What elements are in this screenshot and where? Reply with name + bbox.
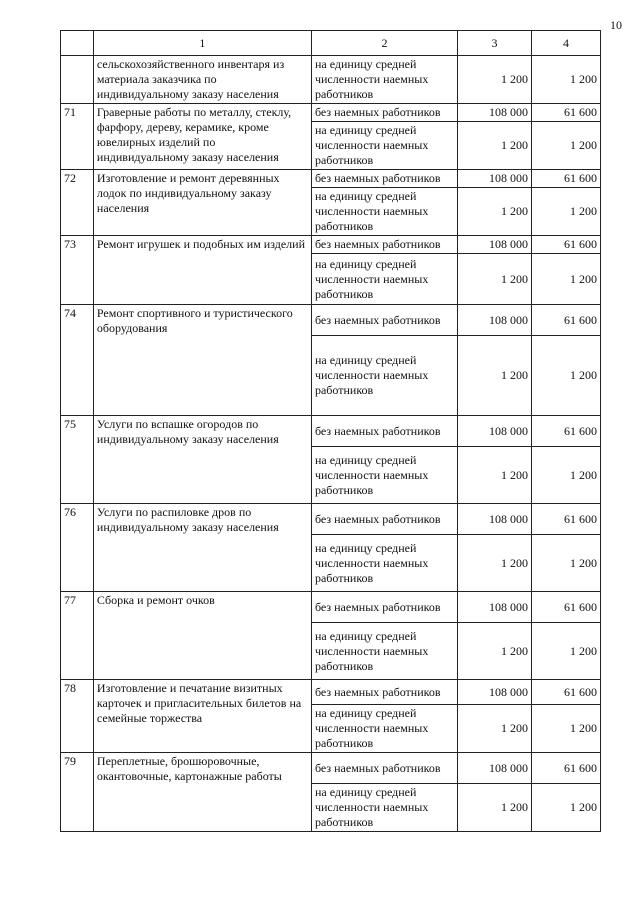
value-col4: 61 600 xyxy=(532,504,601,535)
value-col4: 61 600 xyxy=(532,753,601,784)
table-row xyxy=(61,680,601,705)
value-col3: 108 000 xyxy=(458,592,532,623)
basis-cell: на единицу средней численности наемных работников xyxy=(311,188,457,236)
value-col3: 108 000 xyxy=(458,236,532,254)
basis-cell: без наемных работников xyxy=(311,305,457,336)
basis-cell: на единицу средней численности наемных работников xyxy=(311,705,457,753)
value-col4: 1 200 xyxy=(532,784,601,832)
basis-cell: без наемных работников xyxy=(311,680,457,705)
header-row xyxy=(61,31,601,56)
activity-name: Переплетные, брошюровочные, окантовочные, картонажные работы xyxy=(93,753,311,832)
value-col4: 61 600 xyxy=(532,416,601,447)
value-col3: 108 000 xyxy=(458,680,532,705)
value-col3: 1 200 xyxy=(458,56,532,104)
basis-cell: на единицу средней численности наемных работников xyxy=(311,623,457,680)
row-number: 72 xyxy=(61,170,94,236)
basis-cell: на единицу средней численности наемных работников xyxy=(311,122,457,170)
value-col4: 1 200 xyxy=(532,188,601,236)
basis-cell: без наемных работников xyxy=(311,416,457,447)
table-row xyxy=(61,504,601,535)
basis-cell: на единицу средней численности наемных работников xyxy=(311,254,457,305)
basis-cell: без наемных работников xyxy=(311,592,457,623)
table-row xyxy=(61,104,601,122)
value-col4: 1 200 xyxy=(532,623,601,680)
basis-cell: на единицу средней численности наемных работников xyxy=(311,535,457,592)
header-cell-3: 3 xyxy=(458,31,532,56)
row-number: 76 xyxy=(61,504,94,592)
value-col4: 61 600 xyxy=(532,305,601,336)
basis-cell: на единицу средней численности наемных работников xyxy=(311,56,457,104)
value-col3: 108 000 xyxy=(458,416,532,447)
basis-cell: без наемных работников xyxy=(311,236,457,254)
value-col3: 108 000 xyxy=(458,305,532,336)
value-col3: 108 000 xyxy=(458,104,532,122)
header-cell-2: 2 xyxy=(311,31,457,56)
table-row xyxy=(61,236,601,254)
row-number: 73 xyxy=(61,236,94,305)
value-col4: 1 200 xyxy=(532,447,601,504)
activity-name: Сборка и ремонт очков xyxy=(93,592,311,680)
activity-name: Услуги по распиловке дров по индивидуальному заказу населения xyxy=(93,504,311,592)
header-cell-4: 4 xyxy=(532,31,601,56)
value-col3: 1 200 xyxy=(458,535,532,592)
row-number: 77 xyxy=(61,592,94,680)
activity-name: Ремонт игрушек и подобных им изделий xyxy=(93,236,311,305)
value-col4: 61 600 xyxy=(532,236,601,254)
value-col3: 1 200 xyxy=(458,705,532,753)
activity-name: Граверные работы по металлу, стеклу, фарфору, дереву, керамике, кроме ювелирных изделий по индивидуальному заказу населения xyxy=(93,104,311,170)
header-cell-num xyxy=(61,31,94,56)
value-col3: 1 200 xyxy=(458,188,532,236)
activity-name: Ремонт спортивного и туристического оборудования xyxy=(93,305,311,416)
header-cell-1: 1 xyxy=(93,31,311,56)
value-col3: 1 200 xyxy=(458,623,532,680)
table-row xyxy=(61,305,601,336)
basis-cell: на единицу средней численности наемных работников xyxy=(311,784,457,832)
value-col4: 61 600 xyxy=(532,592,601,623)
basis-cell: без наемных работников xyxy=(311,753,457,784)
page-number: 10 xyxy=(610,18,622,32)
value-col3: 1 200 xyxy=(458,122,532,170)
basis-cell: без наемных работников xyxy=(311,504,457,535)
table-row xyxy=(61,416,601,447)
activity-name: Изготовление и печатание визитных карточек и пригласительных билетов на семейные торжества xyxy=(93,680,311,753)
row-number: 78 xyxy=(61,680,94,753)
table-row xyxy=(61,753,601,784)
value-col4: 1 200 xyxy=(532,336,601,416)
tariff-table xyxy=(60,30,601,832)
table-row xyxy=(61,170,601,188)
value-col4: 1 200 xyxy=(532,254,601,305)
activity-name: Изготовление и ремонт деревянных лодок по индивидуальному заказу населения xyxy=(93,170,311,236)
basis-cell: на единицу средней численности наемных работников xyxy=(311,447,457,504)
basis-cell: без наемных работников xyxy=(311,170,457,188)
basis-cell: на единицу средней численности наемных работников xyxy=(311,336,457,416)
row-number: 79 xyxy=(61,753,94,832)
row-number xyxy=(61,56,94,104)
value-col4: 1 200 xyxy=(532,122,601,170)
value-col3: 1 200 xyxy=(458,784,532,832)
value-col3: 1 200 xyxy=(458,447,532,504)
row-number: 75 xyxy=(61,416,94,504)
value-col4: 1 200 xyxy=(532,705,601,753)
basis-cell: без наемных работников xyxy=(311,104,457,122)
value-col3: 1 200 xyxy=(458,254,532,305)
table-row xyxy=(61,592,601,623)
value-col3: 108 000 xyxy=(458,504,532,535)
continuation-row xyxy=(61,56,601,104)
value-col3: 108 000 xyxy=(458,753,532,784)
value-col4: 1 200 xyxy=(532,535,601,592)
value-col3: 108 000 xyxy=(458,170,532,188)
value-col4: 61 600 xyxy=(532,104,601,122)
row-number: 74 xyxy=(61,305,94,416)
row-number: 71 xyxy=(61,104,94,170)
value-col4: 1 200 xyxy=(532,56,601,104)
activity-name: сельскохозяйственного инвентаря из материала заказчика по индивидуальному заказу населения xyxy=(93,56,311,104)
activity-name: Услуги по вспашке огородов по индивидуальному заказу населения xyxy=(93,416,311,504)
value-col4: 61 600 xyxy=(532,680,601,705)
value-col4: 61 600 xyxy=(532,170,601,188)
value-col3: 1 200 xyxy=(458,336,532,416)
